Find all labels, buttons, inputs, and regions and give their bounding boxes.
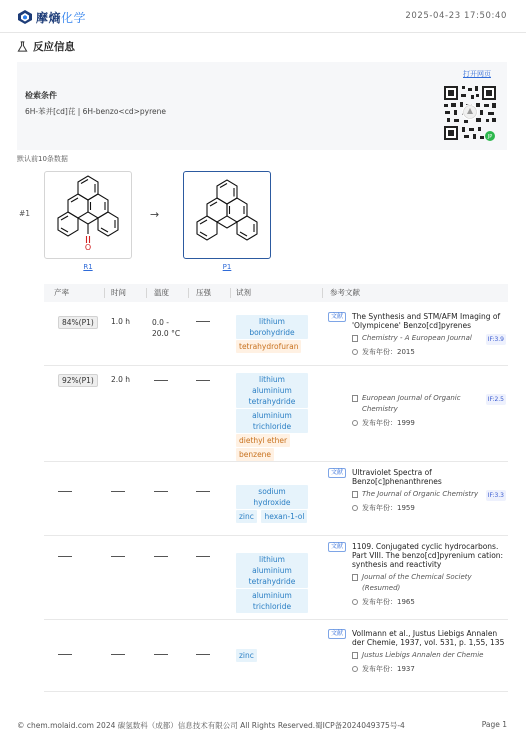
reagent-tag[interactable]: hexan-1-ol	[261, 510, 307, 523]
year-label: 发布年份：	[362, 504, 397, 512]
publication-year: 1959	[397, 504, 415, 512]
solvent-tag[interactable]: diethyl ether	[236, 434, 290, 447]
clock-icon	[352, 420, 358, 426]
journal-name: Justus Liebigs Annalen der Chemie	[362, 651, 484, 659]
temperature-empty	[154, 654, 168, 655]
conditions-table-header	[44, 284, 508, 302]
yield-empty	[58, 491, 72, 492]
pressure-empty	[196, 491, 210, 492]
table-row	[44, 462, 508, 536]
reagent-tag[interactable]: lithium aluminium tetrahydride	[236, 553, 308, 588]
reference-badge: 文献	[328, 312, 346, 322]
brand-name: 摩熵	[36, 10, 62, 25]
table-row	[44, 366, 508, 462]
table-row	[44, 302, 508, 366]
temperature-empty	[154, 491, 168, 492]
footer-copyright: © chem.molaid.com 2024 碳氢数科（成都）信息技术有限公司 All Rights Reserved.蜀ICP备2024049375号-4	[17, 721, 405, 730]
impact-factor-badge: IF:3.9	[487, 336, 504, 343]
header-pressure: 压强	[196, 288, 211, 297]
solvent-tag[interactable]: tetrahydrofuran	[236, 340, 301, 353]
criteria-label: 检索条件	[25, 91, 57, 100]
publication-year: 1999	[397, 419, 415, 427]
time-empty	[111, 654, 125, 655]
molaid-logo-icon	[17, 9, 33, 25]
journal-name: Journal of the Chemical Society (Resumed)	[362, 573, 472, 592]
pressure-empty	[196, 380, 210, 381]
document-icon	[352, 491, 358, 498]
time-empty	[111, 556, 125, 557]
temperature-value: 0.0 - 20.0 °C	[152, 318, 181, 338]
document-icon	[352, 395, 358, 402]
reaction-arrow-icon: →	[150, 208, 160, 221]
publication-year: 1965	[397, 598, 415, 606]
table-row	[44, 620, 508, 692]
pressure-empty	[196, 556, 210, 557]
open-webpage-link[interactable]: 打开网页	[463, 70, 491, 78]
default-data-note: 默认前10条数据	[17, 155, 68, 163]
header-temperature: 温度	[154, 288, 169, 297]
reference-title[interactable]: The Synthesis and STM/AFM Imaging of 'Olympicene' Benzo[cd]pyrenes	[352, 312, 501, 330]
document-icon	[352, 574, 358, 581]
svg-text:O: O	[84, 243, 92, 252]
reference-badge: 文献	[328, 468, 346, 478]
clock-icon	[352, 349, 358, 355]
impact-factor-badge: IF:2.5	[487, 396, 504, 403]
reagent-tag[interactable]: sodium hydroxide	[236, 485, 308, 509]
yield-empty	[58, 654, 72, 655]
reactant-label[interactable]: R1	[83, 263, 93, 271]
criteria-value: 6H-苯并[cd]芘 | 6H-benzo<cd>pyrene	[25, 107, 166, 116]
clock-icon	[352, 599, 358, 605]
qr-code-icon[interactable]	[442, 80, 498, 144]
publication-year: 1937	[397, 665, 415, 673]
page-header	[0, 0, 526, 33]
impact-factor-badge: IF:3.3	[487, 492, 504, 499]
yield-empty	[58, 556, 72, 557]
header-time: 时间	[111, 288, 126, 297]
time-value: 1.0 h	[111, 317, 131, 326]
document-icon	[352, 652, 358, 659]
reagent-tag[interactable]: zinc	[236, 510, 257, 523]
reactant-molecule-drawing	[45, 172, 131, 258]
reactant-structure[interactable]	[44, 171, 132, 259]
year-label: 发布年份：	[362, 665, 397, 673]
header-references: 参考文献	[330, 288, 360, 297]
section-title	[17, 39, 75, 54]
brand-accent: 化学	[61, 10, 87, 25]
svg-text:JP: JP	[487, 134, 493, 140]
time-value: 2.0 h	[111, 375, 131, 384]
reference-badge: 文献	[328, 542, 346, 552]
clock-icon	[352, 505, 358, 511]
temperature-empty	[154, 556, 168, 557]
page-number: Page 1	[481, 720, 507, 729]
journal-name: The Journal of Organic Chemistry	[362, 490, 479, 498]
pressure-empty	[196, 321, 210, 322]
year-label: 发布年份：	[362, 419, 397, 427]
yield-value: 92%(P1)	[58, 374, 98, 387]
reference-badge: 文献	[328, 629, 346, 639]
search-criteria-panel	[17, 62, 507, 150]
clock-icon	[352, 666, 358, 672]
section-title-text: 反应信息	[33, 41, 75, 53]
reaction-index: #1	[19, 209, 31, 218]
reagent-tag[interactable]: lithium aluminium tetrahydride	[236, 373, 308, 408]
solvent-tag[interactable]: benzene	[236, 448, 274, 461]
header-yield: 产率	[54, 288, 69, 297]
journal-name: European Journal of Organic Chemistry	[362, 394, 461, 413]
publication-year: 2015	[397, 348, 415, 356]
year-label: 发布年份：	[362, 598, 397, 606]
reagent-tag[interactable]: aluminium trichloride	[236, 589, 308, 613]
pressure-empty	[196, 654, 210, 655]
reagent-tag[interactable]: zinc	[236, 649, 257, 662]
brand-logo[interactable]	[17, 9, 86, 25]
product-label[interactable]: P1	[222, 263, 232, 271]
flask-icon	[17, 41, 28, 52]
product-molecule-drawing	[184, 172, 270, 258]
time-empty	[111, 491, 125, 492]
reference-title[interactable]: Vollmann et al., Justus Liebigs Annalen der Chemie, 1937, vol. 531, p. 1,55, 135	[352, 629, 505, 647]
export-timestamp: 2025-04-23 17:50:40	[405, 11, 507, 21]
year-label: 发布年份：	[362, 348, 397, 356]
reagent-tag[interactable]: lithium borohydride	[236, 315, 308, 339]
reagent-tag[interactable]: aluminium trichloride	[236, 409, 308, 433]
table-row	[44, 536, 508, 620]
reference-title[interactable]: Ultraviolet Spectra of Benzo[c]phenanthrenes	[352, 468, 442, 486]
reference-title[interactable]: 1109. Conjugated cyclic hydrocarbons. Part VIII. The benzo[cd]pyrenium cation: synthesis and reactivity	[352, 542, 504, 569]
temperature-empty	[154, 380, 168, 381]
journal-name: Chemistry - A European Journal	[362, 334, 472, 342]
header-reagents: 试剂	[236, 288, 251, 297]
product-structure[interactable]	[183, 171, 271, 259]
yield-value: 84%(P1)	[58, 316, 98, 329]
document-icon	[352, 335, 358, 342]
